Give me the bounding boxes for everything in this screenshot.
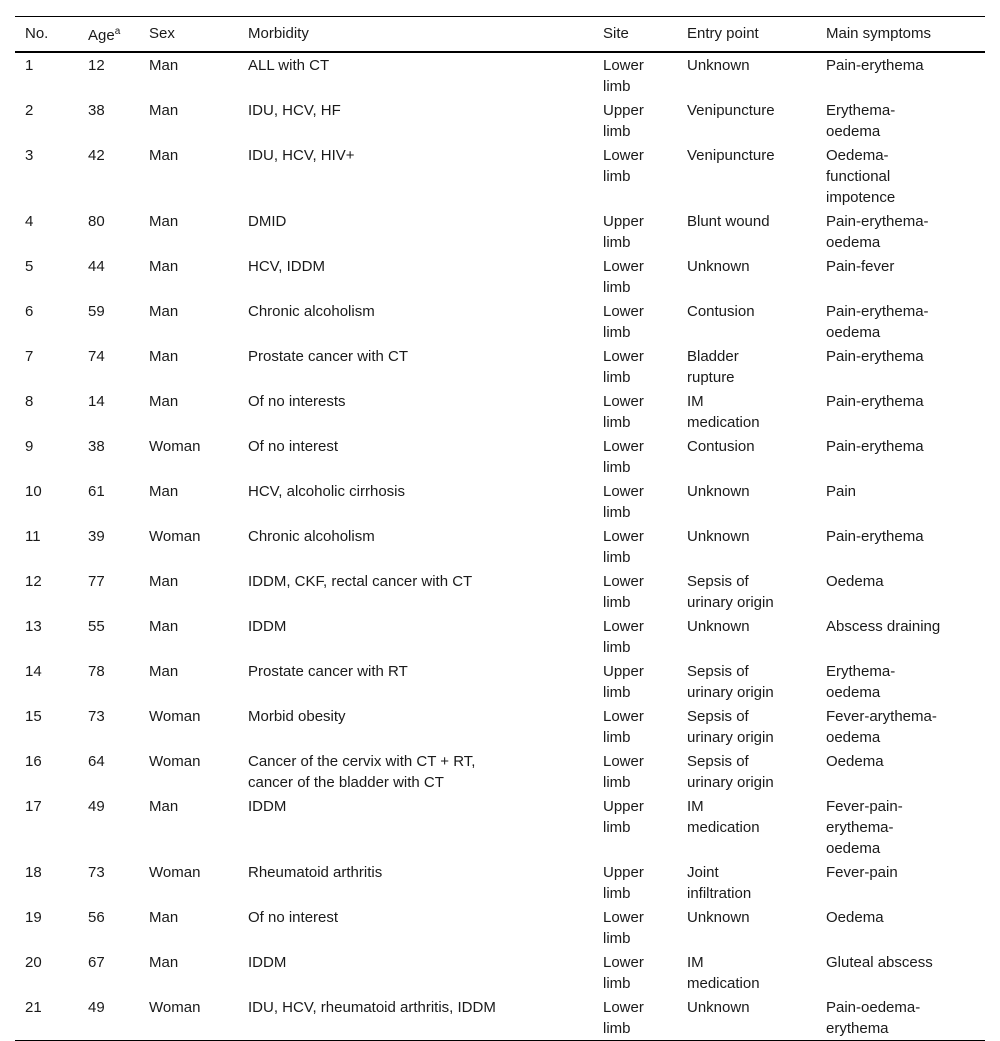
cell-sex: Man	[149, 393, 179, 410]
cell-age: 67	[88, 954, 105, 971]
cell-morbidity: IDDM	[248, 618, 287, 635]
cell-sex: Woman	[149, 528, 201, 545]
cell-no: 12	[25, 573, 42, 590]
cell-morbidity: Of no interest	[248, 438, 339, 455]
cell-morbidity: IDDM	[248, 954, 287, 971]
header-morbidity: Morbidity	[248, 25, 309, 42]
cell-entry-point: Sepsis of urinary origin	[687, 663, 774, 701]
cell-main-symptoms: Fever-arythema- oedema	[826, 708, 937, 746]
cell-main-symptoms: Pain-erythema- oedema	[826, 303, 929, 341]
table-row	[15, 704, 985, 749]
cell-main-symptoms: Pain-erythema	[826, 57, 924, 74]
cell-site: Upper limb	[603, 663, 644, 701]
cell-site: Lower limb	[603, 303, 644, 341]
cell-no: 9	[25, 438, 34, 455]
cell-entry-point: IM medication	[687, 393, 760, 431]
cell-no: 1	[25, 57, 34, 74]
cell-no: 21	[25, 999, 42, 1016]
footnote-marker: a	[114, 26, 121, 37]
cell-site: Upper limb	[603, 798, 644, 836]
cell-site: Lower limb	[603, 999, 644, 1037]
cell-morbidity: Chronic alcoholism	[248, 528, 375, 545]
cell-sex: Man	[149, 909, 179, 926]
cell-morbidity: Morbid obesity	[248, 708, 346, 725]
cell-morbidity: Of no interest	[248, 909, 339, 926]
cell-site: Lower limb	[603, 483, 644, 521]
cell-main-symptoms: Pain-erythema- oedema	[826, 213, 929, 251]
cell-morbidity: Prostate cancer with CT	[248, 348, 409, 365]
cell-site: Lower limb	[603, 57, 644, 95]
cell-age: 49	[88, 999, 105, 1016]
cell-age: 64	[88, 753, 105, 770]
cell-main-symptoms: Pain-oedema- erythema	[826, 999, 921, 1037]
cell-sex: Woman	[149, 753, 201, 770]
cell-morbidity: HCV, IDDM	[248, 258, 325, 275]
table-row	[15, 905, 985, 950]
cell-site: Upper limb	[603, 864, 644, 902]
cell-age: 38	[88, 438, 105, 455]
cell-entry-point: Contusion	[687, 438, 755, 455]
table-row	[15, 98, 985, 143]
cell-age: 73	[88, 864, 105, 881]
table-row	[15, 569, 985, 614]
cell-morbidity: IDU, HCV, HF	[248, 102, 341, 119]
cell-age: 38	[88, 102, 105, 119]
cell-entry-point: Venipuncture	[687, 147, 775, 164]
cell-no: 16	[25, 753, 42, 770]
cell-entry-point: Unknown	[687, 999, 750, 1016]
cell-age: 12	[88, 57, 105, 74]
cell-morbidity: DMID	[248, 213, 287, 230]
cell-sex: Man	[149, 663, 179, 680]
cell-sex: Woman	[149, 708, 201, 725]
cell-morbidity: Chronic alcoholism	[248, 303, 375, 320]
cell-site: Lower limb	[603, 573, 644, 611]
cell-no: 4	[25, 213, 34, 230]
cell-entry-point: Bladder rupture	[687, 348, 739, 386]
cell-sex: Man	[149, 954, 179, 971]
cell-sex: Woman	[149, 864, 201, 881]
cell-no: 19	[25, 909, 42, 926]
cell-site: Upper limb	[603, 213, 644, 251]
cell-main-symptoms: Oedema- functional impotence	[826, 147, 896, 206]
cell-main-symptoms: Pain	[826, 483, 857, 500]
cell-main-symptoms: Fever-pain- erythema- oedema	[826, 798, 903, 857]
header-entry-point: Entry point	[687, 25, 759, 42]
header-age-label: Age	[88, 27, 115, 44]
cell-main-symptoms: Pain-fever	[826, 258, 895, 275]
table-row	[15, 995, 985, 1041]
cell-main-symptoms: Oedema	[826, 573, 884, 590]
header-no: No.	[25, 25, 49, 42]
table-row	[15, 614, 985, 659]
cell-site: Lower limb	[603, 909, 644, 947]
cell-site: Lower limb	[603, 954, 644, 992]
cell-morbidity: Rheumatoid arthritis	[248, 864, 383, 881]
cell-entry-point: Unknown	[687, 528, 750, 545]
cell-entry-point: Joint infiltration	[687, 864, 752, 902]
cell-entry-point: IM medication	[687, 954, 760, 992]
table-row	[15, 209, 985, 254]
cell-no: 13	[25, 618, 42, 635]
cell-entry-point: Contusion	[687, 303, 755, 320]
cell-no: 5	[25, 258, 34, 275]
cell-main-symptoms: Oedema	[826, 909, 884, 926]
cell-age: 74	[88, 348, 105, 365]
cell-site: Lower limb	[603, 528, 644, 566]
cell-age: 56	[88, 909, 105, 926]
table-row	[15, 143, 985, 209]
cell-main-symptoms: Oedema	[826, 753, 884, 770]
cell-morbidity: Of no interests	[248, 393, 346, 410]
cell-age: 80	[88, 213, 105, 230]
cell-age: 77	[88, 573, 105, 590]
cell-site: Lower limb	[603, 618, 644, 656]
cell-entry-point: Unknown	[687, 618, 750, 635]
cell-site: Lower limb	[603, 393, 644, 431]
cell-entry-point: Sepsis of urinary origin	[687, 573, 774, 611]
cell-sex: Man	[149, 348, 179, 365]
cell-sex: Man	[149, 258, 179, 275]
table-row	[15, 749, 985, 794]
cell-morbidity: IDDM, CKF, rectal cancer with CT	[248, 573, 473, 590]
cell-morbidity: Prostate cancer with RT	[248, 663, 408, 680]
cell-site: Lower limb	[603, 147, 644, 185]
cell-site: Lower limb	[603, 348, 644, 386]
cell-site: Lower limb	[603, 753, 644, 791]
table-row	[15, 950, 985, 995]
cell-no: 10	[25, 483, 42, 500]
header-site: Site	[603, 25, 629, 42]
cell-age: 39	[88, 528, 105, 545]
cell-age: 42	[88, 147, 105, 164]
cell-entry-point: Sepsis of urinary origin	[687, 753, 774, 791]
cell-main-symptoms: Erythema- oedema	[826, 663, 896, 701]
cell-entry-point: Unknown	[687, 483, 750, 500]
cell-site: Upper limb	[603, 102, 644, 140]
cell-morbidity: IDU, HCV, HIV+	[248, 147, 355, 164]
cell-sex: Man	[149, 573, 179, 590]
cell-main-symptoms: Pain-erythema	[826, 348, 924, 365]
cell-no: 11	[25, 528, 41, 545]
cell-morbidity: ALL with CT	[248, 57, 330, 74]
cell-age: 78	[88, 663, 105, 680]
table-row	[15, 794, 985, 860]
cell-sex: Man	[149, 618, 179, 635]
table-row	[15, 389, 985, 434]
cell-no: 17	[25, 798, 42, 815]
cell-no: 8	[25, 393, 34, 410]
cell-main-symptoms: Pain-erythema	[826, 438, 924, 455]
cell-age: 59	[88, 303, 105, 320]
cell-entry-point: Blunt wound	[687, 213, 770, 230]
cell-sex: Man	[149, 798, 179, 815]
cell-sex: Man	[149, 213, 179, 230]
table-row	[15, 524, 985, 569]
cell-age: 14	[88, 393, 105, 410]
cell-morbidity: IDDM	[248, 798, 287, 815]
cell-main-symptoms: Erythema- oedema	[826, 102, 896, 140]
cell-age: 44	[88, 258, 105, 275]
cell-age: 73	[88, 708, 105, 725]
header-sex: Sex	[149, 25, 175, 42]
table-row	[15, 254, 985, 299]
table-row	[15, 860, 985, 905]
cell-site: Lower limb	[603, 258, 644, 296]
cell-no: 18	[25, 864, 42, 881]
cell-entry-point: Unknown	[687, 57, 750, 74]
cell-no: 14	[25, 663, 42, 680]
cell-entry-point: Unknown	[687, 909, 750, 926]
cell-sex: Man	[149, 303, 179, 320]
cell-main-symptoms: Abscess draining	[826, 618, 941, 635]
cell-entry-point: Venipuncture	[687, 102, 775, 119]
cell-entry-point: Unknown	[687, 258, 750, 275]
cell-main-symptoms: Gluteal abscess	[826, 954, 933, 971]
cell-no: 15	[25, 708, 42, 725]
cell-no: 3	[25, 147, 34, 164]
cell-sex: Woman	[149, 438, 201, 455]
cell-site: Lower limb	[603, 438, 644, 476]
cell-sex: Man	[149, 57, 179, 74]
cell-age: 49	[88, 798, 105, 815]
header-age	[78, 17, 139, 53]
cell-no: 7	[25, 348, 34, 365]
cell-sex: Man	[149, 102, 179, 119]
cell-sex: Man	[149, 147, 179, 164]
table-row	[15, 52, 985, 98]
cell-site: Lower limb	[603, 708, 644, 746]
patients-table	[15, 16, 985, 1041]
table-row	[15, 479, 985, 524]
cell-entry-point: IM medication	[687, 798, 760, 836]
cell-no: 6	[25, 303, 34, 320]
cell-morbidity: Cancer of the cervix with CT + RT, cancer of the bladder with CT	[248, 753, 476, 791]
cell-no: 2	[25, 102, 34, 119]
table-row	[15, 434, 985, 479]
cell-sex: Man	[149, 483, 179, 500]
cell-morbidity: IDU, HCV, rheumatoid arthritis, IDDM	[248, 999, 496, 1016]
cell-age: 55	[88, 618, 105, 635]
cell-age: 61	[88, 483, 105, 500]
cell-main-symptoms: Fever-pain	[826, 864, 898, 881]
table-row	[15, 659, 985, 704]
cell-main-symptoms: Pain-erythema	[826, 393, 924, 410]
cell-sex: Woman	[149, 999, 201, 1016]
table-row	[15, 344, 985, 389]
cell-morbidity: HCV, alcoholic cirrhosis	[248, 483, 406, 500]
table-row	[15, 299, 985, 344]
header-row	[15, 17, 985, 53]
cell-no: 20	[25, 954, 42, 971]
cell-entry-point: Sepsis of urinary origin	[687, 708, 774, 746]
header-main-symptoms: Main symptoms	[826, 25, 932, 42]
cell-main-symptoms: Pain-erythema	[826, 528, 924, 545]
